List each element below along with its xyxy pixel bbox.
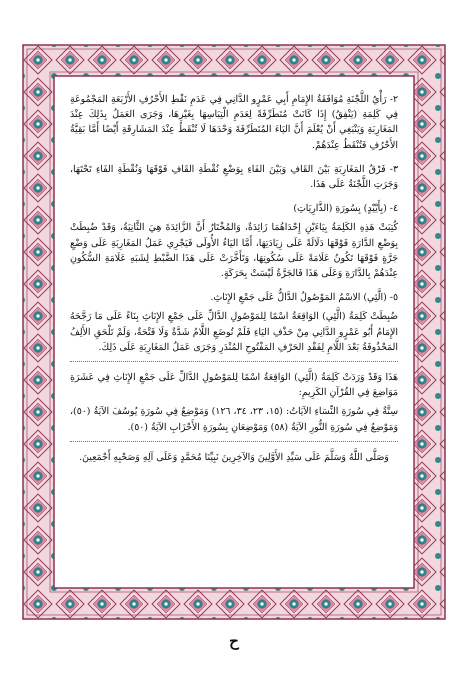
heading-5: ٥- (الَّئِي) الاسْمُ المَوْصُولُ الدَّالُّ عَلَى جَمْعِ الإِنَاثِ. xyxy=(210,292,398,304)
divider xyxy=(70,361,398,362)
paragraph-3: ٣- فَرْقُ المَغَارِبَةِ بَيْنَ القَافِ وَبَيْنَ الفَاءِ بِوَضْعِ نُقْطَةِ القَافِ فَوْقَهَا وَنُقْطَةِ الفَاءِ تَحْتَهَا، وَجَرَتِ اللَّجْنَةُ عَلَى هَذَا. xyxy=(70,163,398,191)
page-number: ح xyxy=(229,632,239,650)
closing-prayer: وَصَلَّى اللَّهُ وَسَلَّمَ عَلَى سَيِّدِ الأَوَّلِينَ وَالآخِرِينَ نَبِيِّنَا مُحَمَّدٍ وَعَلَى آلِهِ وَصَحْبِهِ أَجْمَعِينَ. xyxy=(79,451,389,463)
paragraph-4: كُتِبَتْ هَذِهِ الكَلِمَةُ بِيَاءَيْنِ إِحْدَاهُمَا زَائِدَةٌ، وَالمُخْتَارُ أَنَّ الزَّائِدَةَ هِيَ الثَّانِيَةُ، وَقَدْ ضُبِطَتْ بِوَضْعِ الدَّارَةِ فَوْقَهَا دَلَالَةً عَلَى زِيَادَتِهَا، أَمَّا اليَاءُ الأُولَى فَيَجْرِي عَمَلُ المَغَارِبَةِ عَلَى وَضْعِ جَرَّةٍ فَوْقَهَا تَكُونُ عَلَامَةً عَلَى سُكُونِهَا، وَتَأَخَّرَتْ عَلَى هَذَا الضَّبْطِ لِشَبَهِ عَلَامَةِ السُّكُونِ عِنْدَهُمْ بِالدَّارَةِ وَعَلَى هَذَا فَالجَرَّةُ لَيْسَتْ بِحَرَكَةٍ. xyxy=(70,222,398,280)
paragraph-2: ٢- رَأْيُ اللَّجْنَةِ مُوَافَقَةُ الإِمَامِ أَبِي عَمْرٍو الدَّانِي فِي عَدَمِ نَقْطِ الأَحْرُفِ الأَرْبَعَةِ المَجْمُوعَةِ فِي كَلِمَةِ (يَنْفِقُ) إِذَا كَانَتْ مُتَطَرِّفَةً لِعَدَمِ الْتِبَاسِهَا بِغَيْرِهَا، وَجَرَى العَمَلُ بِذَلِكَ عِنْدَ المَغَارِبَةِ وَيَنْبَغِي أَنْ يُعْلَمَ أَنَّ اليَاءَ المُتَطَرِّفَةَ وَحْدَهَا لَا تُنْقَطُ عِنْدَ المَشَارِقَةِ أَيْضًا أَمَّا بَقِيَّةُ الأَحْرُفِ فَتُنْقَطُ عِنْدَهُمْ. xyxy=(70,94,398,151)
paragraph-6: هَذَا وَقَدْ وَرَدَتْ كَلِمَةُ (الَّئِي) الوَاقِعَةُ اسْمًا لِلمَوْصُولِ الدَّالِّ عَلَى جَمْعِ الإِنَاثِ فِي عَشَرَةِ مَوَاضِعَ فِي القُرْآنِ الكَرِيمِ: xyxy=(70,372,398,399)
page-text-block xyxy=(70,92,398,592)
divider xyxy=(70,441,398,442)
paragraph-5: ضُبِطَتْ كَلِمَةُ (الَّئِي) الوَاقِعَةُ اسْمًا لِلمَوْصُولِ الدَّالِّ عَلَى جَمْعِ الإِنَاثِ بِنَاءً عَلَى مَا رَجَّحَهُ الإِمَامُ أَبُو عَمْرٍو الدَّانِي مِنْ حَذْفِ اليَاءِ فَلَمْ تُوضَعِ اللَّامُ شَدَّةٌ وَلَا فَتْحَةٌ، وَلَمْ تَلْحَقِ الأَلِفُ المَحْذُوفَةُ بَعْدَ اللَّامِ لِفَقْدِ الحَرْفِ المَفْتُوحِ المُنْدَرِ وَجَرَى عَمَلُ المَغَارِبَةِ عَلَى ذَلِكَ. xyxy=(70,311,398,353)
heading-4: ٤- (بِأَيْيْدٍ) بِسُورَةِ (الذَّارِيَاتِ) xyxy=(293,203,398,215)
paragraph-6-list: سِتَّةٌ فِي سُورَةِ النِّسَاءِ الآيَاتُ: (١٥، ٢٣، ٣٤، ١٢٦) وَمَوْضِعٌ فِي سُورَةِ يُوسُفَ الآيَةُ (٥٠)، وَمَوْضِعٌ فِي سُورَةِ النُّورِ الآيَةُ (٥٨) وَمَوْضِعَانِ بِسُورَةِ الأَحْزَابِ الآيَةُ (٥٠). xyxy=(70,406,398,433)
